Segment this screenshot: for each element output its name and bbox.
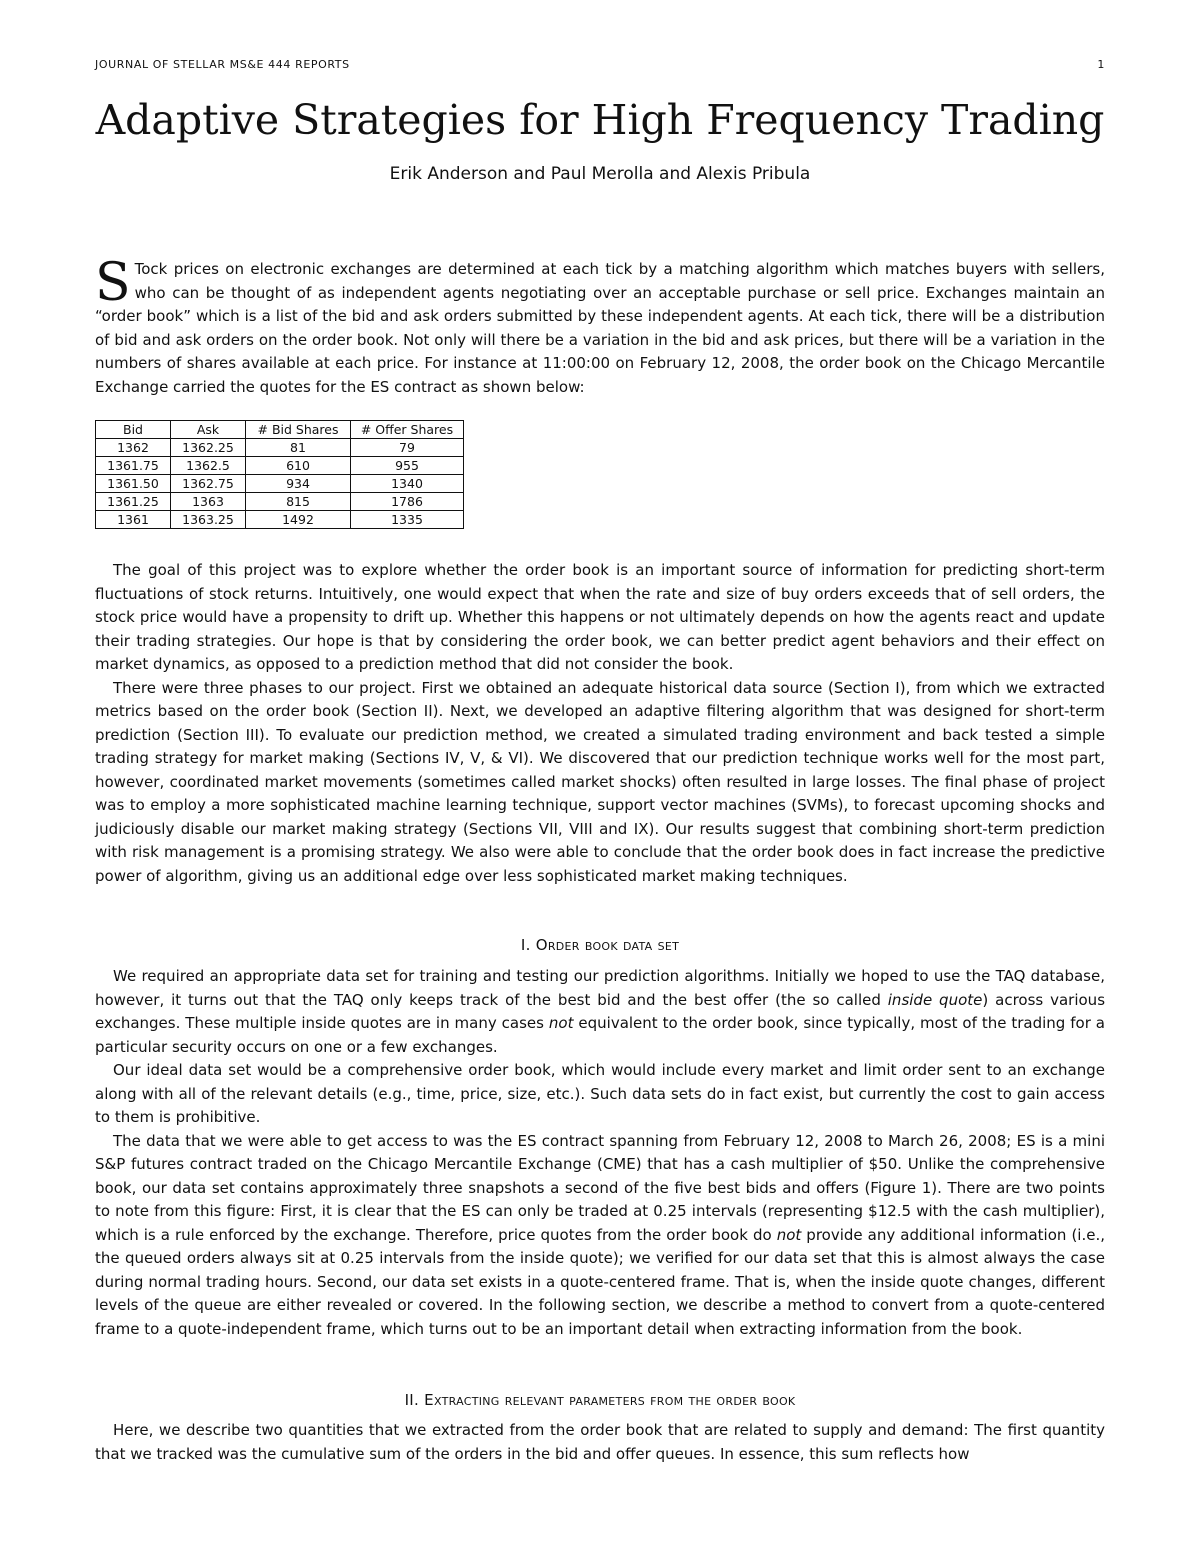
cell-offer-shares: 79 xyxy=(351,439,464,457)
section-number: I. xyxy=(520,936,531,954)
intro-paragraph xyxy=(95,253,1105,399)
cell-offer-shares: 1786 xyxy=(351,493,464,511)
cell-ask: 1362.5 xyxy=(171,457,246,475)
table-row xyxy=(96,457,464,475)
cell-offer-shares: 1340 xyxy=(351,475,464,493)
authors: Erik Anderson and Paul Merolla and Alexis Pribula xyxy=(389,164,811,184)
cell-offer-shares: 955 xyxy=(351,457,464,475)
cell-bid-shares: 81 xyxy=(246,439,351,457)
paragraph: We required an appropriate data set for training and testing our prediction algorithms. Initially we hoped to use the TAQ database, however, it turns out that the TAQ only keeps track of the best bid and the best offer (the so called inside quote) across various exchanges. These multiple inside quotes are in many cases not equivalent to the order book, since typically, most of the trading for a particular security occurs on one or a few exchanges. xyxy=(95,967,1106,1056)
intro-text: Tock prices on electronic exchanges are determined at each tick by a matching algorithm which matches buyers with sellers, who can be thought of as independent agents negotiating over an acceptable purchase or sell price. Exchanges maintain an “order book” which is a list of the bid and ask orders submitted by these independent agents. At each tick, there will be a distribution of bid and ask orders on the order book. Not only will there be a variation in the bid and ask prices, but there will be a variation in the numbers of shares available at each price. For instance at 11:00:00 on February 12, 2008, the order book on the Chicago Mercantile Exchange carried the quotes for the ES contract as shown below: xyxy=(95,260,1105,396)
section-heading-2 xyxy=(0,1391,1200,1409)
cell-ask: 1363 xyxy=(171,493,246,511)
cell-offer-shares: 1335 xyxy=(351,511,464,529)
col-header-bid-shares: # Bid Shares xyxy=(246,421,351,439)
paragraph: The data that we were able to get access to was the ES contract spanning from February 12, 2008 to March 26, 2008; ES is a mini S&P futures contract traded on the Chicago Mercantile Exchange (CME) that has a cash multiplier of $50. Unlike the comprehensive book, our data set contains approximately three snapshots a second of the five best bids and offers (Figure 1). There are two points to note from this figure: First, it is clear that the ES can only be traded at 0.25 intervals (representing $12.5 with the cash multiplier), which is a rule enforced by the exchange. Therefore, price quotes from the order book do not provide any additional information (i.e., the queued orders always sit at 0.25 intervals from the inside quote); we verified for our data set that this is almost always the case during normal trading hours. Second, our data set exists in a quote-centered frame. That is, when the inside quote changes, different levels of the queue are either revealed or covered. In the following section, we describe a method to convert from a quote-centered frame to a quote-independent frame, which turns out to be an important detail when extracting information from the book. xyxy=(95,1131,1105,1338)
section-number: II. xyxy=(404,1391,420,1409)
table-header-row xyxy=(96,421,464,439)
section-heading-1 xyxy=(0,936,1200,954)
emphasis: inside quote xyxy=(887,990,983,1009)
emphasis: not xyxy=(548,1014,574,1032)
cell-bid: 1361.50 xyxy=(96,475,171,493)
cell-bid: 1361.75 xyxy=(96,457,171,475)
section-1-body xyxy=(95,965,1105,1341)
cell-ask: 1362.75 xyxy=(171,475,246,493)
cell-ask: 1363.25 xyxy=(171,511,246,529)
cell-bid-shares: 610 xyxy=(246,457,351,475)
table-row xyxy=(96,493,464,511)
table-row xyxy=(96,511,464,529)
section-title: Extracting relevant parameters from the order book xyxy=(424,1391,796,1409)
drop-cap: S xyxy=(95,253,131,313)
paragraph: Our ideal data set would be a comprehensive order book, which would include every market and limit order sent to an exchange along with all of the relevant details (e.g., time, price, size, etc.). Such data sets do in fact exist, but currently the cost to gain access to them is prohibitive. xyxy=(95,1061,1105,1126)
emphasis: not xyxy=(776,1225,802,1244)
table-row xyxy=(96,475,464,493)
cell-bid: 1361 xyxy=(96,511,171,529)
paragraph-phases: There were three phases to our project. First we obtained an adequate historical data source (Section I), from which we extracted metrics based on the order book (Section II). Next, we developed an adaptive filtering algorithm that was designed for short-term prediction (Section III). To evaluate our prediction method, we created a simulated trading environment and back tested a simple trading strategy for market making (Sections IV, V, & VI). We discovered that our prediction technique works well for the most part, however, coordinated market movements (sometimes called market shocks) often resulted in large losses. The final phase of project was to employ a more sophisticated machine learning technique, support vector machines (SVMs), to forecast upcoming shocks and judiciously disable our market making strategy (Sections VII, VIII and IX). Our results suggest that combining short-term prediction with risk management is a promising strategy. We also were able to conclude that the order book does in fact increase the predictive power of algorithm, giving us an additional edge over less sophisticated market making techniques. xyxy=(95,678,1105,885)
cell-bid-shares: 815 xyxy=(246,493,351,511)
paragraph-goal: The goal of this project was to explore whether the order book is an important source of information for predicting short-term fluctuations of stock returns. Intuitively, one would expect that when the rate and size of buy orders exceeds that of sell orders, the stock price would have a propensity to drift up. Whether this happens or not ultimately depends on how the agents react and update their trading strategies. Our hope is that by considering the order book, we can better predict agent behaviors and their effect on market dynamics, as opposed to a prediction method that did not consider the book. xyxy=(95,561,1105,673)
col-header-ask: Ask xyxy=(171,421,246,439)
cell-bid-shares: 1492 xyxy=(246,511,351,529)
table-row xyxy=(96,439,464,457)
paragraph: Here, we describe two quantities that we extracted from the order book that are related to supply and demand: The first quantity that we tracked was the cumulative sum of the orders in the bid and offer queues. In essence, this sum reflects how xyxy=(95,1421,1105,1463)
section-2-body xyxy=(95,1419,1105,1466)
cell-ask: 1362.25 xyxy=(171,439,246,457)
col-header-bid: Bid xyxy=(96,421,171,439)
running-header xyxy=(95,58,1105,74)
cell-bid: 1361.25 xyxy=(96,493,171,511)
col-header-offer-shares: # Offer Shares xyxy=(351,421,464,439)
cell-bid-shares: 934 xyxy=(246,475,351,493)
journal-name: JOURNAL OF STELLAR MS&E 444 REPORTS xyxy=(95,58,350,71)
section-title: Order book data set xyxy=(535,936,680,954)
order-book-table xyxy=(95,420,464,529)
page-number: 1 xyxy=(1097,58,1105,71)
paper-title: Adaptive Strategies for High Frequency Trading xyxy=(95,96,1105,144)
cell-bid: 1362 xyxy=(96,439,171,457)
intro-body xyxy=(95,559,1105,888)
